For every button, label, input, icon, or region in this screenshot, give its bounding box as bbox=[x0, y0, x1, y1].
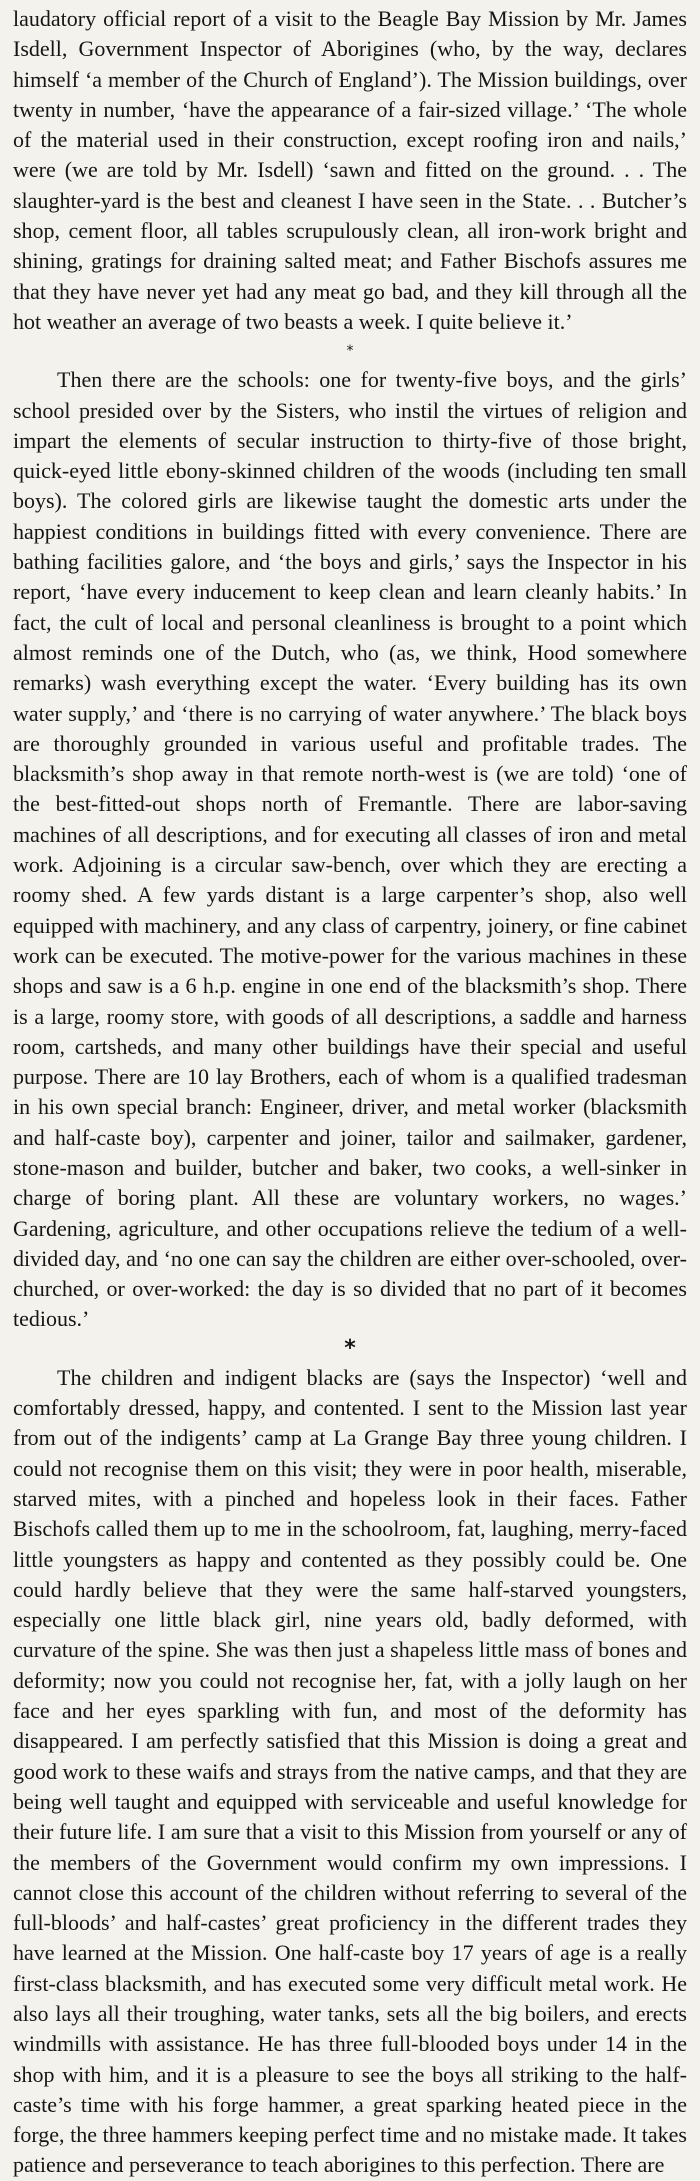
paragraph-schools-and-trades: Then there are the schools: one for twenty-five boys, and the girls’ school presided over by the Sisters, who instil the virtues of religion and impart the elements of secular instruction to thirty-five of those bright, quick-eyed little ebony-skinned children of the woods (including ten small boys). The colored girls are likewise taught the domestic arts under the happiest conditions in buildings fitted with every convenience. There are bathing facilities galore, and ‘the boys and girls,’ says the Inspector in his report, ‘have every inducement to keep clean and learn cleanly habits.’ In fact, the cult of local and personal cleanliness is brought to a point which almost reminds one of the Dutch, who (as, we think, Hood somewhere remarks) wash everything except the water. ‘Every building has its own water supply,’ and ‘there is no carrying of water anywhere.’ The black boys are thoroughly grounded in various useful and profitable trades. The blacksmith’s shop away in that remote north-west is (we are told) ‘one of the best-fitted-out shops north of Fremantle. There are labor-saving machines of all descriptions, and for executing all classes of iron and metal work. Adjoining is a circular saw-bench, over which they are erecting a roomy shed. A few yards distant is a large carpenter’s shop, also well equipped with machinery, and any class of carpentry, joinery, or fine cabinet work can be executed. The motive-power for the various machines in these shops and saw is a 6 h.p. engine in one end of the blacksmith’s shop. There is a large, roomy store, with goods of all descriptions, a saddle and harness room, cartsheds, and many other buildings have their special and useful purpose. There are 10 lay Brothers, each of whom is a qualified tradesman in his own special branch: Engineer, driver, and metal worker (blacksmith and half-caste boy), carpenter and joiner, tailor and sailmaker, gardener, stone-mason and builder, butcher and baker, two cooks, a well-sinker in charge of boring plant. All these are voluntary workers, no wages.’ Gardening, agriculture, and other occupations relieve the tedium of a well-divided day, and ‘no one can say the children are either over-schooled, over-churched, or over-worked: the day is so divided that no part of it becomes tedious.’ bbox=[13, 367, 687, 1332]
section-separator-asterisk: * bbox=[344, 1335, 356, 1361]
newspaper-column bbox=[7, 0, 693, 2178]
paragraph-children-and-indigents: The children and indigent blacks are (says the Inspector) ‘well and comfortably dressed, happy, and contented. I sent to the Mission last year from out of the indigents’ camp at La Grange Bay three young children. I could not recognise them on this visit; they were in poor health, miserable, starved mites, with a pinched and hopeless look in their faces. Father Bischofs called them up to me in the schoolroom, fat, laughing, merry-faced little youngsters as happy and contented as they possibly could be. One could hardly believe that they were the same half-starved youngsters, especially one little black girl, nine years old, badly deformed, with curvature of the spine. She was then just a shapeless little mass of bones and deformity; now you could not recognise her, fat, with a jolly laugh on her face and her eyes sparkling with fun, and most of the deformity has disappeared. I am perfectly satisfied that this Mission is doing a great and good work to these waifs and strays from the native camps, and that they are being well taught and equipped with serviceable and useful knowledge for their future life. I am sure that a visit to this Mission from yourself or any of the members of the Government would confirm my own impressions. I cannot close this account of the children without referring to several of the full-bloods’ and half-castes’ great proficiency in the different trades they have learned at the Mission. One half-caste boy 17 years of age is a really first-class blacksmith, and has executed some very difficult metal work. He also lays all their troughing, water tanks, sets all the big boilers, and erects windmills with assistance. He has three full-blooded boys under 14 in the shop with him, and it is a pleasure to see the boys all striking to the half-caste’s time with his forge hammer, a great sparking heated piece in the forge, the three hammers keeping perfect time and no mistake made. It takes patience and perseverance to teach aborigines to this perfection. There are bbox=[13, 1364, 687, 2178]
paragraph-beagle-bay-report: laudatory official report of a visit to the Beagle Bay Mission by Mr. James Isdell, Government Inspector of Aborigines (who, by the way, declares himself ‘a member of the Church of England’). The Mission buildings, over twenty in number, ‘have the appearance of a fair-sized village.’ ‘The whole of the material used in their construction, except roofing iron and nails,’ were (we are told by Mr. Isdell) ‘sawn and fitted on the ground. . . The slaughter-yard is the best and cleanest I have seen in the State. . . Butcher’s shop, cement floor, all tables scrupulously clean, all iron-work bright and shining, gratings for draining salted meat; and Father Bischofs assures me that they have never yet had any meat go bad, and they kill through all the hot weather an average of two beasts a week. I quite believe it.’ bbox=[13, 6, 687, 334]
section-separator-asterisk: * bbox=[346, 343, 354, 360]
